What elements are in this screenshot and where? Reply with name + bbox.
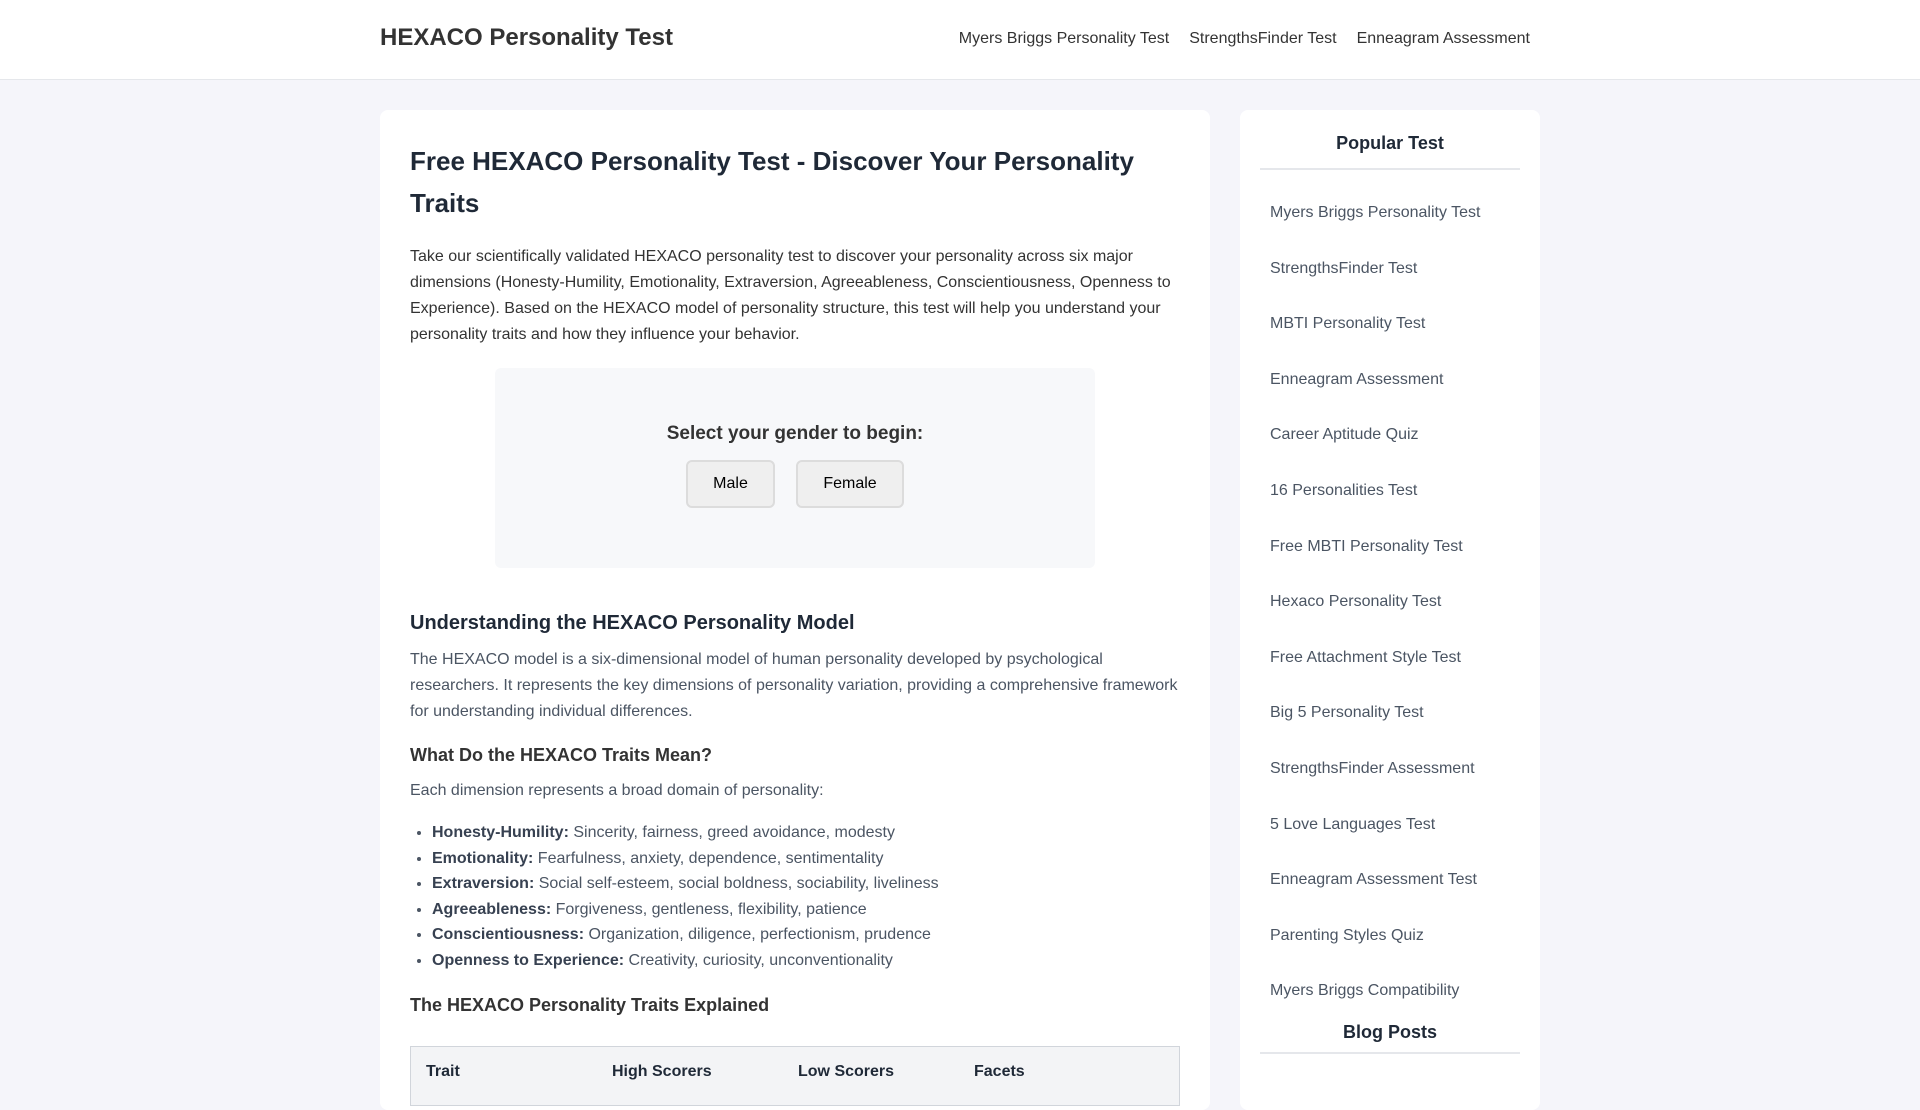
traits-list (410, 820, 1180, 973)
sidebar-link[interactable]: Parenting Styles Quiz (1270, 926, 1424, 944)
sidebar-link[interactable]: MBTI Personality Test (1270, 315, 1426, 333)
male-button[interactable]: Male (686, 460, 775, 508)
sidebar-link[interactable]: Myers Briggs Compatibility (1270, 982, 1460, 1000)
trait-item: • Conscientiousness: Organization, diligence, perfectionism, prudence (432, 922, 1180, 948)
traits-meaning-heading: What Do the HEXACO Traits Mean? (410, 745, 713, 765)
sidebar-link[interactable]: StrengthsFinder Test (1270, 259, 1418, 277)
column-header-high-scorers: High Scorers (612, 1063, 712, 1080)
traits-explained-heading: The HEXACO Personality Traits Explained (410, 995, 770, 1015)
page-title: Free HEXACO Personality Test - Discover Your Personality Traits (410, 146, 1134, 218)
sidebar-link[interactable]: StrengthsFinder Assessment (1270, 759, 1475, 777)
column-header-facets: Facets (974, 1063, 1025, 1080)
nav-link-myers-briggs[interactable]: Myers Briggs Personality Test (958, 30, 1170, 47)
model-description: The HEXACO model is a six-dimensional model of human personality developed by psychological researchers. It represents the key dimensions of personality variation, providing a comprehensive framework for understanding individual differences. (410, 651, 1178, 720)
nav-link-enneagram[interactable]: Enneagram Assessment (1356, 30, 1530, 47)
intro-paragraph: Take our scientifically validated HEXACO personality test to discover your personality across six major dimensions (Honesty-Humility, Emotionality, Extraversion, Agreeableness, Conscientiousness, Openness to Experience). Based on the HEXACO model of personality structure, this test will help you understand your personality traits and how they influence your behavior. (410, 248, 1171, 343)
sidebar-link[interactable]: Free MBTI Personality Test (1270, 537, 1463, 555)
blog-posts-heading: Blog Posts (1260, 1022, 1520, 1054)
traits-table-header (410, 1046, 1180, 1106)
traits-intro: Each dimension represents a broad domain of personality: (410, 782, 824, 799)
column-header-trait: Trait (426, 1063, 460, 1080)
sidebar-link[interactable]: 5 Love Languages Test (1270, 815, 1436, 833)
female-button[interactable]: Female (796, 460, 904, 508)
main-content-card (380, 110, 1210, 1110)
trait-item: • Agreeableness: Forgiveness, gentleness, flexibility, patience (432, 897, 1180, 923)
popular-test-heading: Popular Test (1260, 110, 1520, 170)
trait-item: • Emotionality: Fearfulness, anxiety, dependence, sentimentality (432, 846, 1180, 872)
sidebar-link[interactable]: Enneagram Assessment Test (1270, 871, 1477, 889)
model-heading: Understanding the HEXACO Personality Model (410, 612, 855, 634)
sidebar-link[interactable]: 16 Personalities Test (1270, 481, 1418, 499)
site-brand[interactable]: HEXACO Personality Test (380, 24, 673, 51)
top-navbar (0, 0, 1920, 80)
sidebar-link[interactable]: Big 5 Personality Test (1270, 704, 1424, 722)
header-nav (959, 30, 1530, 48)
sidebar-link[interactable]: Enneagram Assessment (1270, 370, 1444, 388)
sidebar-link[interactable]: Hexaco Personality Test (1270, 593, 1442, 611)
column-header-low-scorers: Low Scorers (798, 1063, 895, 1080)
popular-test-list (1260, 183, 1520, 1017)
gender-selection-panel (495, 368, 1095, 568)
gender-prompt: Select your gender to begin: (666, 423, 924, 444)
trait-item: • Honesty-Humility: Sincerity, fairness, greed avoidance, modesty (432, 820, 1180, 846)
sidebar (1240, 110, 1540, 1110)
trait-item: • Openness to Experience: Creativity, curiosity, unconventionality (432, 948, 1180, 974)
sidebar-link[interactable]: Free Attachment Style Test (1270, 648, 1461, 666)
sidebar-link[interactable]: Career Aptitude Quiz (1270, 426, 1419, 444)
trait-item: • Extraversion: Social self-esteem, social boldness, sociability, liveliness (432, 871, 1180, 897)
nav-link-strengthsfinder[interactable]: StrengthsFinder Test (1189, 30, 1337, 47)
sidebar-link[interactable]: Myers Briggs Personality Test (1270, 204, 1481, 221)
